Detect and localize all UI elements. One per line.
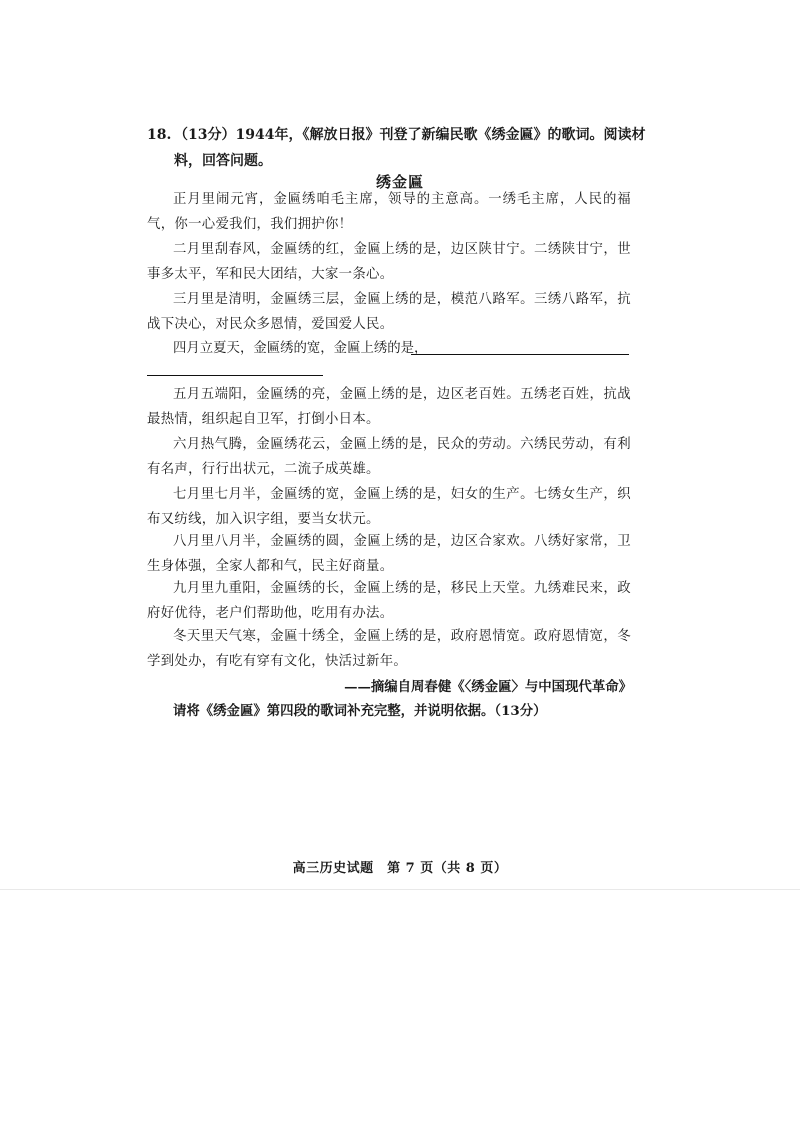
lyric-paragraph-1: 正月里闹元宵，金匾绣咱毛主席，领导的主意高。一绣毛主席，人民的福气，你一心爱我们，我们拥护你！ bbox=[147, 192, 631, 232]
lyric-paragraph-4: 四月立夏天，金匾绣的宽，金匾上绣的是， bbox=[173, 341, 428, 356]
lyric-paragraph-4-row bbox=[173, 336, 633, 362]
question-number: 18. bbox=[147, 127, 172, 143]
lyric-paragraph-3: 三月里是清明，金匾绣三层，金匾上绣的是，模范八路军。三绣八路军，抗战下决心，对民众多恩情，爱国爱人民。 bbox=[147, 292, 631, 332]
lyric-paragraph-2: 二月里刮春风，金匾绣的红，金匾上绣的是，边区陕甘宁。二绣陕甘宁，世事多太平，军和民大团结，大家一条心。 bbox=[147, 242, 631, 282]
lyric-paragraph-8: 八月里八月半，金匾绣的圆，金匾上绣的是，边区合家欢。八绣好家常，卫生身体强，全家人都和气，民主好商量。 bbox=[147, 534, 631, 574]
song-title: 绣金匾 bbox=[375, 173, 424, 191]
task-instruction: 请将《绣金匾》第四段的歌词补充完整，并说明依据。（13分） bbox=[173, 703, 547, 719]
lyric-paragraph-5: 五月五端阳，金匾绣的亮，金匾上绣的是，边区老百姓。五绣老百姓，抗战最热情，组织起自卫军，打倒小日本。 bbox=[147, 387, 631, 427]
question-prompt: （13分）1944年，《解放日报》刊登了新编民歌《绣金匾》的歌词。阅读材料，回答问题。 bbox=[174, 127, 646, 169]
scan-edge-divider bbox=[0, 889, 800, 890]
page-footer: 高三历史试题 第 7 页（共 8 页） bbox=[292, 861, 508, 876]
source-citation: ——摘编自周春健《〈绣金匾〉与中国现代革命》 bbox=[344, 679, 632, 695]
answer-blank-line-continued bbox=[147, 375, 323, 376]
lyric-paragraph-9: 九月里九重阳，金匾绣的长，金匾上绣的是，移民上天堂。九绣难民来，政府好优待，老户们帮助他，吃用有办法。 bbox=[147, 581, 631, 621]
lyric-paragraph-6: 六月热气腾，金匾绣花云，金匾上绣的是，民众的劳动。六绣民劳动，有利有名声，行行出状元，二流子成英雄。 bbox=[147, 437, 631, 477]
lyric-paragraph-10: 冬天里天气寒，金匾十绣全，金匾上绣的是，政府恩情宽。政府恩情宽，冬学到处办，有吃有穿有文化，快活过新年。 bbox=[147, 629, 631, 669]
answer-blank-line bbox=[411, 354, 629, 355]
lyric-paragraph-7: 七月里七月半，金匾绣的宽，金匾上绣的是，妇女的生产。七绣女生产，织布又纺线，加入识字组，要当女状元。 bbox=[147, 487, 631, 527]
